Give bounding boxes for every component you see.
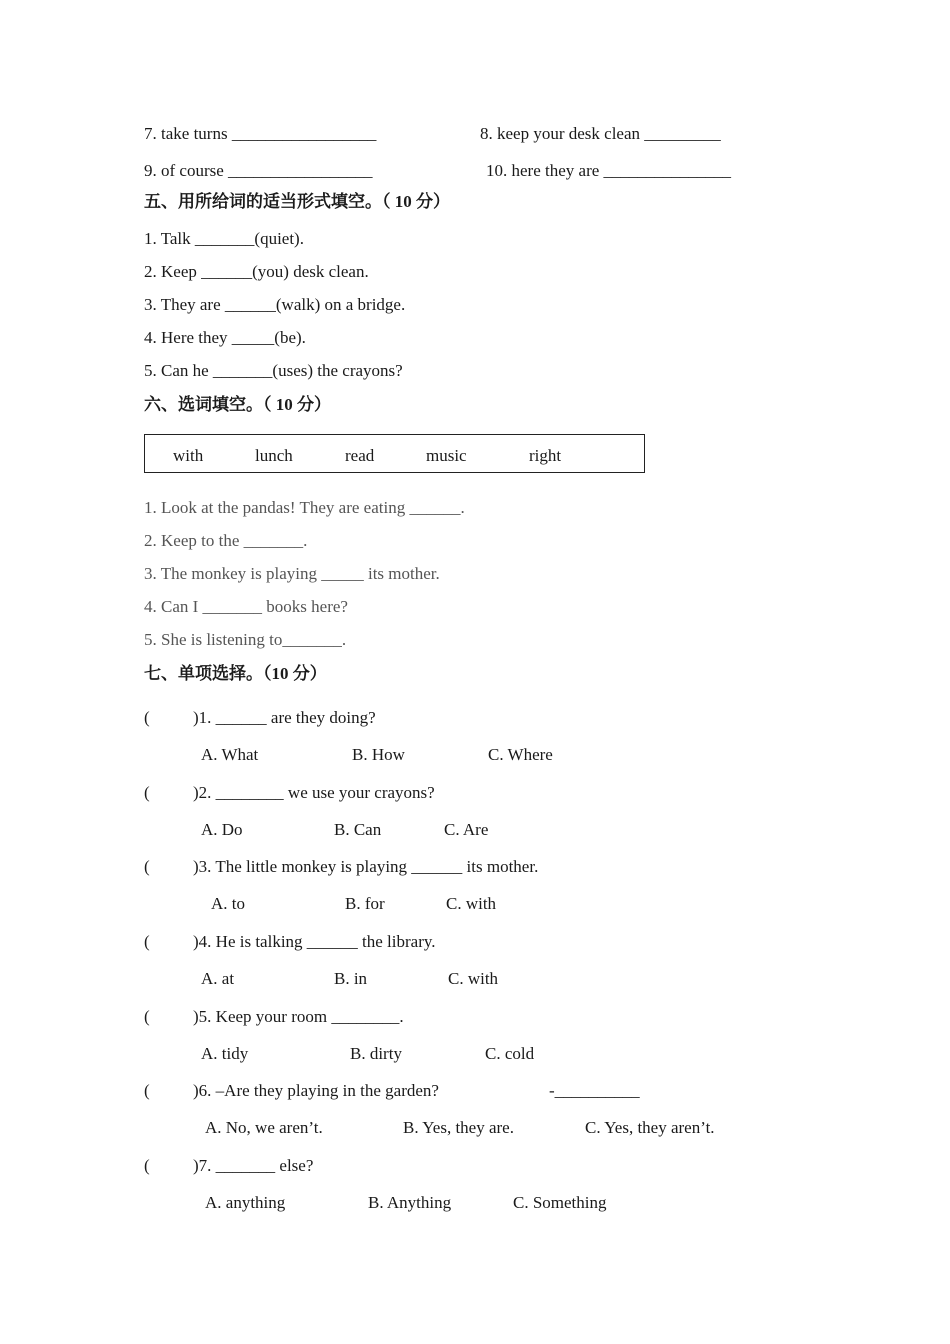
word-bank-word: music (426, 446, 467, 465)
part5-heading: 五、用所给词的适当形式填空。（ 10 分） (144, 192, 450, 211)
part5-item-3: 3. They are ______(walk) on a bridge. (144, 295, 406, 314)
option-b: B. Anything (368, 1193, 452, 1212)
option-a: A. Do (201, 820, 243, 839)
option-a: A. at (201, 969, 235, 988)
option-b: B. dirty (350, 1044, 402, 1063)
part5-item-1: 1. Talk _______(quiet). (144, 229, 304, 248)
word-bank-word: read (345, 446, 375, 465)
question-stem: )4. He is talking ______ the library. (193, 932, 436, 951)
option-a: A. to (211, 894, 245, 913)
answer-paren: ( (144, 1156, 150, 1175)
part6-item-2: 2. Keep to the _______. (144, 531, 308, 550)
answer-blank: -__________ (549, 1081, 640, 1100)
option-a: A. tidy (201, 1044, 249, 1063)
question-stem: )2. ________ we use your crayons? (193, 783, 435, 802)
answer-paren: ( (144, 932, 150, 951)
question-stem: )1. ______ are they doing? (193, 708, 376, 727)
option-a: A. anything (205, 1193, 286, 1212)
answer-paren: ( (144, 857, 150, 876)
answer-paren: ( (144, 783, 150, 802)
part6-heading: 六、选词填空。（ 10 分） (144, 395, 331, 414)
part4-item-9: 9. of course _________________ (144, 161, 373, 180)
option-b: B. Can (334, 820, 382, 839)
part6-item-3: 3. The monkey is playing _____ its mother. (144, 564, 440, 583)
word-bank-word: right (529, 446, 562, 465)
question-stem: )7. _______ else? (193, 1156, 314, 1175)
word-bank-word: lunch (255, 446, 293, 465)
option-a: A. What (201, 745, 259, 764)
part5-item-2: 2. Keep ______(you) desk clean. (144, 262, 369, 281)
part6-item-4: 4. Can I _______ books here? (144, 597, 348, 616)
word-bank-word: with (173, 446, 204, 465)
part5-item-4: 4. Here they _____(be). (144, 328, 306, 347)
option-c: C. cold (485, 1044, 535, 1063)
question-stem: )3. The little monkey is playing ______ its mother. (193, 857, 539, 876)
part6-item-5: 5. She is listening to_______. (144, 630, 347, 649)
option-c: C. Where (488, 745, 553, 764)
option-b: B. Yes, they are. (403, 1118, 514, 1137)
option-b: B. for (345, 894, 385, 913)
part5-item-5: 5. Can he _______(uses) the crayons? (144, 361, 403, 380)
question-stem: )5. Keep your room ________. (193, 1007, 404, 1026)
part4-item-10: 10. here they are _______________ (486, 161, 732, 180)
option-c: C. Something (513, 1193, 607, 1212)
option-c: C. Are (444, 820, 489, 839)
part4-item-8: 8. keep your desk clean _________ (480, 124, 721, 143)
option-c: C. with (448, 969, 499, 988)
part6-item-1: 1. Look at the pandas! They are eating ______. (144, 498, 465, 517)
part7-heading: 七、单项选择。（10 分） (144, 664, 327, 683)
part4-item-7: 7. take turns _________________ (144, 124, 377, 143)
answer-paren: ( (144, 708, 150, 727)
question-stem: )6. –Are they playing in the garden? (193, 1081, 439, 1100)
option-b: B. in (334, 969, 368, 988)
option-a: A. No, we aren’t. (205, 1118, 323, 1137)
word-bank-box (144, 434, 645, 473)
option-b: B. How (352, 745, 405, 764)
answer-paren: ( (144, 1081, 150, 1100)
answer-paren: ( (144, 1007, 150, 1026)
option-c: C. with (446, 894, 497, 913)
option-c: C. Yes, they aren’t. (585, 1118, 715, 1137)
